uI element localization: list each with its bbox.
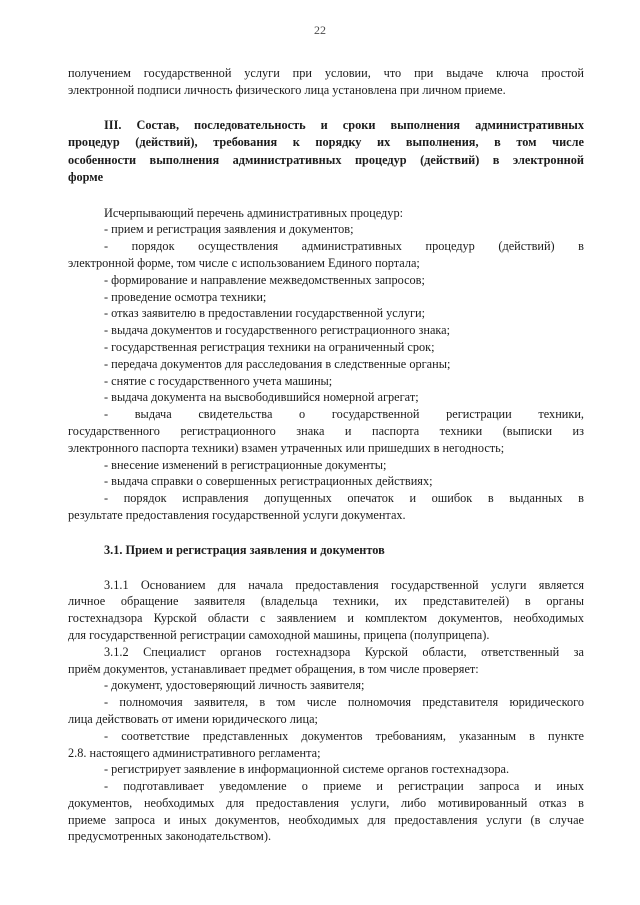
intro-paragraph [68,65,584,99]
list-item: результате предоставления государственной услуги документах. [68,507,406,522]
section-heading [68,117,584,187]
text-line: 3.1.1 Основанием для начала предоставления государственной услуги является [104,577,584,592]
list-item: - выдача документов и государственного регистрационного знака; [104,323,451,338]
list-item: электронной форме, том числе с использованием Единого портала; [68,255,420,270]
text-line: лица действовать от имени юридического лица; [68,711,318,726]
text-line: электронной подписи личность физического лица установлена при личном приеме. [68,82,506,97]
text-line: личное обращение заявителя (владельца техники, их представителей) в органы [68,594,584,609]
list-item: - выдача справки о совершенных регистрационных действиях; [104,474,433,489]
list-item: - порядок исправления допущенных опечаток и ошибок в выданных в [104,491,584,506]
subsection-heading: 3.1. Прием и регистрация заявления и документов [104,542,385,557]
heading-line: форме [68,170,104,185]
subsection-body [68,577,584,846]
list-item: - выдача свидетельства о государственной регистрации техники, [104,407,584,422]
list-item: - прием и регистрация заявления и документов; [104,222,354,237]
list-item: - проведение осмотра техники; [104,289,267,304]
list-item: - снятие с государственного учета машины; [104,373,333,388]
heading-line: особенности выполнения административных процедур (действий) в электронной [68,152,584,167]
text-line: 3.1.2 Специалист органов гостехнадзора Курской области, ответственный за [104,644,584,659]
heading-line: III. Состав, последовательность и сроки выполнения административных [104,117,584,132]
text-line: 2.8. настоящего административного регламента; [68,745,321,760]
text-line: получением государственной услуги при условии, что при выдаче ключа простой [68,66,584,80]
list-item: государственного регистрационного знака и паспорта техники (выписки из [68,423,584,438]
text-line: - подготавливает уведомление о приеме и регистрации запроса и иных [104,779,584,794]
list-item: - передача документов для расследования в следственные органы; [104,356,451,371]
list-item: - государственная регистрация техники на ограниченный срок; [104,339,435,354]
page-content [68,65,584,845]
list-item: - выдача документа на высвободившийся номерной агрегат; [104,390,419,405]
text-line: для государственной регистрации самоходной машины, прицепа (полуприцепа). [68,627,490,642]
text-line: приём документов, устанавливает предмет обращения, в том числе проверяет: [68,661,479,676]
text-line: документов, необходимых для предоставления услуги, либо мотивированный отказ в [68,795,584,810]
text-line: - документ, удостоверяющий личность заявителя; [104,678,365,693]
procedures-list [68,205,584,524]
text-line: - полномочия заявителя, в том числе полномочия представителя юридического [104,695,584,710]
list-item: - формирование и направление межведомственных запросов; [104,272,425,287]
heading-line: процедур (действий), требования к порядку их выполнения, в том числе [68,135,584,150]
list-item: электронного паспорта техники) взамен утраченных или пришедших в негодность; [68,440,505,455]
list-item: - порядок осуществления административных процедур (действий) в [104,239,584,254]
text-line: - регистрирует заявление в информационной системе органов гостехнадзора. [104,762,510,777]
text-line: гостехнадзора Курской области с заявлением и комплектом документов, необходимых [68,611,584,626]
text-line: приеме запроса и иных документов, необходимых для предоставления услуги (в случае [68,812,584,827]
list-item: - внесение изменений в регистрационные документы; [104,457,387,472]
text-line: - соответствие представленных документов требованиям, указанным в пункте [104,728,584,743]
list-item: - отказ заявителю в предоставлении государственной услуги; [104,306,426,321]
text-line: предусмотренных законодательством). [68,829,272,844]
page-number: 22 [314,23,326,37]
procedures-intro: Исчерпывающий перечень административных процедур: [104,205,404,220]
